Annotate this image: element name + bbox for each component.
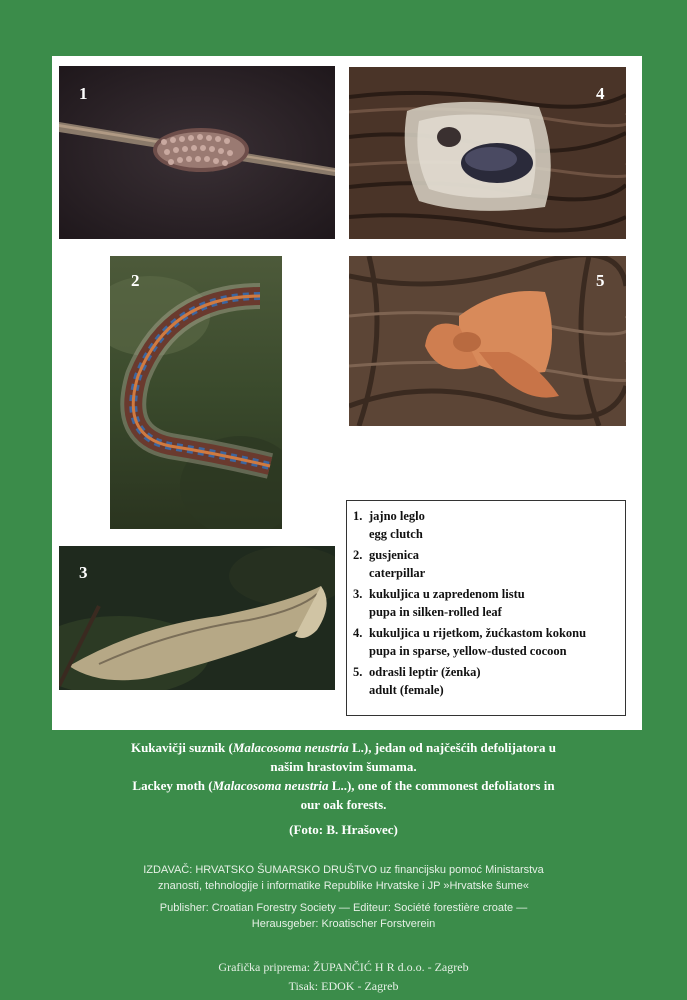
photo-number-4: 4 xyxy=(596,84,605,103)
photo-number-2: 2 xyxy=(131,271,140,290)
legend-label-en: adult (female) xyxy=(369,683,444,697)
publisher-line: IZDAVAČ: HRVATSKO ŠUMARSKO DRUŠTVO uz financijsku pomoć Ministarstva xyxy=(143,864,544,876)
caption-hr-line2: našim hrastovim šumama. xyxy=(270,759,417,774)
publisher-line: Publisher: Croatian Forestry Society — Editeur: Société forestière croate — xyxy=(159,902,528,914)
legend-item xyxy=(353,507,625,543)
legend-number: 2. xyxy=(353,548,363,562)
legend-number: 5. xyxy=(353,665,363,679)
legend-label-en: pupa in silken-rolled leaf xyxy=(369,605,502,619)
print-credit: Tisak: EDOK - Zagreb xyxy=(288,979,399,993)
caption-en-line1: Lackey moth (Malacosoma neustria L..), one of the commonest defoliators in xyxy=(132,778,555,793)
photo-number-3: 3 xyxy=(79,563,88,582)
photo-rolled-leaf xyxy=(59,546,335,690)
legend-box xyxy=(346,500,626,716)
photo-credit: (Foto: B. Hrašovec) xyxy=(289,822,398,837)
photo-adult-moth xyxy=(349,256,626,426)
caption-hr-line1: Kukavičji suznik (Malacosoma neustria L.), jedan od najčešćih defolijatora u xyxy=(130,740,557,755)
photo-egg-clutch xyxy=(59,66,335,239)
prepress-credit: Grafička priprema: ŽUPANČIĆ H R d.o.o. - Zagreb xyxy=(218,960,469,974)
legend-number: 3. xyxy=(353,587,363,601)
legend-number: 1. xyxy=(353,509,363,523)
printing-info xyxy=(0,958,687,996)
photo-number-5: 5 xyxy=(596,271,605,290)
legend-label-hr: jajno leglo xyxy=(369,509,425,523)
legend-label-hr: kukuljica u zapredenom listu xyxy=(369,587,525,601)
legend-label-en: caterpillar xyxy=(369,566,426,580)
legend-item xyxy=(353,585,625,621)
publisher-info xyxy=(0,862,687,932)
legend-label-hr: gusjenica xyxy=(369,548,419,562)
publisher-line: Herausgeber: Kroatischer Forstverein xyxy=(251,918,436,930)
photo-cocoon xyxy=(349,67,626,239)
caption-en-line2: our oak forests. xyxy=(300,797,387,812)
photo-caterpillar xyxy=(110,256,282,529)
publisher-line: znanosti, tehnologije i informatike Republike Hrvatske i JP »Hrvatske šume« xyxy=(158,880,529,892)
legend-label-hr: kukuljica u rijetkom, žućkastom kokonu xyxy=(369,626,587,640)
photo-number-1: 1 xyxy=(79,84,88,103)
species-name: Malacosoma neustria xyxy=(212,778,329,793)
legend-label-en: egg clutch xyxy=(369,527,423,541)
legend-label-en: pupa in sparse, yellow-dusted cocoon xyxy=(369,644,567,658)
caption xyxy=(0,738,687,839)
legend-label-hr: odrasli leptir (ženka) xyxy=(369,665,481,679)
species-name: Malacosoma neustria xyxy=(232,740,349,755)
legend-number: 4. xyxy=(353,626,363,640)
legend-item xyxy=(353,546,625,582)
legend-item xyxy=(353,624,625,660)
legend-item xyxy=(353,663,625,699)
